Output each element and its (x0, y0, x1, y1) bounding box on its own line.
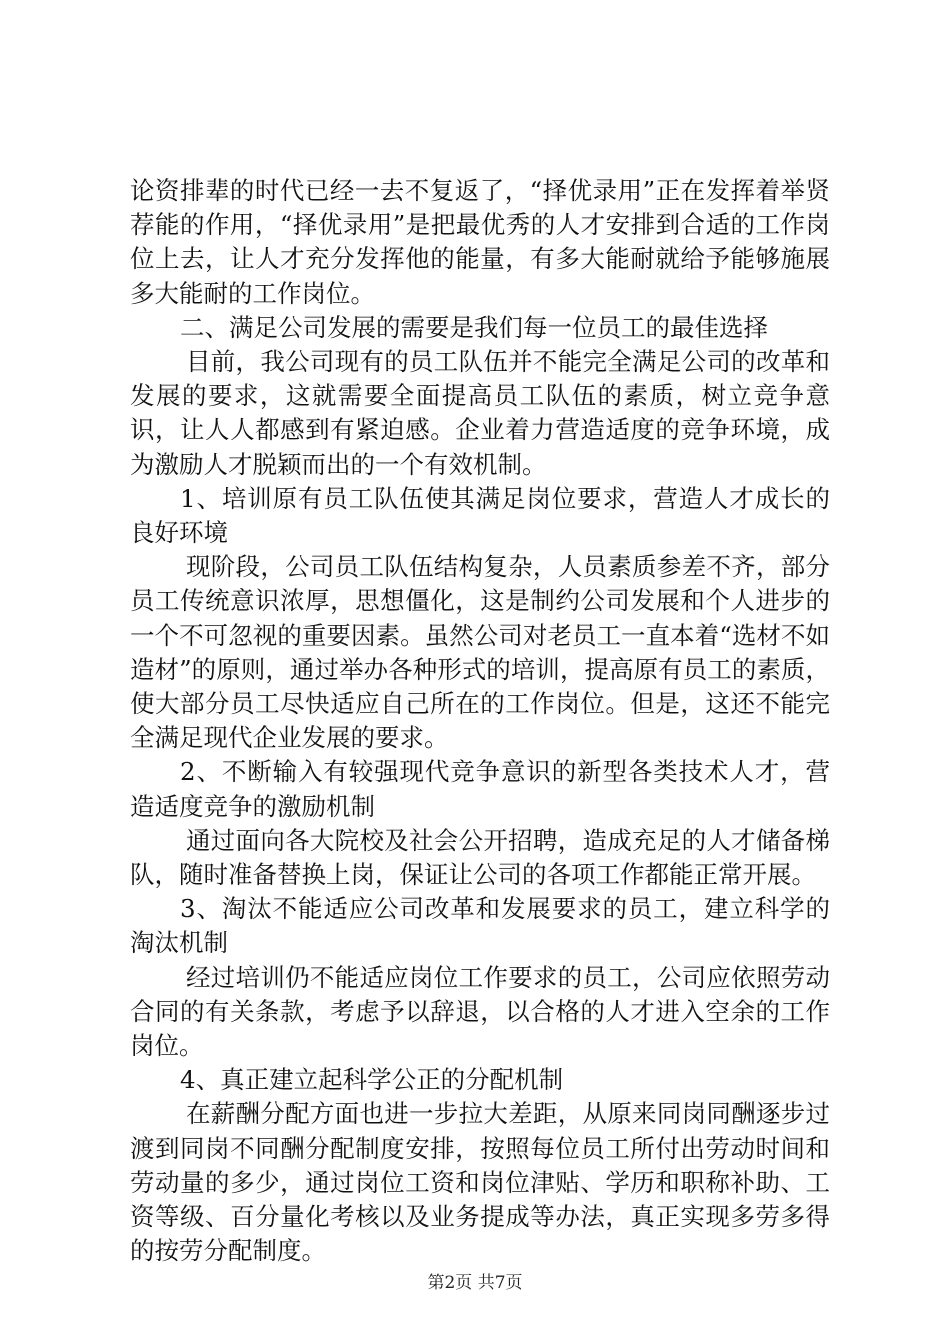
page-number-footer: 第2页 共7页 (427, 1273, 523, 1293)
section-heading-2: 二、满足公司发展的需要是我们每一位员工的最佳选择 (180, 312, 768, 342)
subheading-2: 2、不断输入有较强现代竞争意识的新型各类技术人才，营造适度竞争的激励机制 (130, 757, 830, 821)
subheading-4: 4、真正建立起科学公正的分配机制 (180, 1065, 564, 1095)
paragraph-dismissal: 经过培训仍不能适应岗位工作要求的员工，公司应依照劳动合同的有关条款，考虑予以辞退，以合格的人才进入空余的工作岗位。 (130, 962, 830, 1061)
subheading-1: 1、培训原有员工队伍使其满足岗位要求，营造人才成长的良好环境 (130, 483, 830, 548)
paragraph-continuation: 论资排辈的时代已经一去不复返了，“择优录用”正在发挥着举贤荐能的作用，“择优录用”是把最优秀的人才安排到合适的工作岗位上去，让人才充分发挥他的能量，有多大能耐就给予能够施展多大能耐的工作岗位。 (130, 176, 830, 308)
paragraph-current-status: 目前，我公司现有的员工队伍并不能完全满足公司的改革和发展的要求，这就需要全面提高员工队伍的素质，树立竞争意识，让人人都感到有紧迫感。企业着力营造适度的竞争环境，成为激励人才脱颖而出的一个有效机制。 (130, 347, 830, 479)
paragraph-training: 现阶段，公司员工队伍结构复杂，人员素质参差不齐，部分员工传统意识浓厚，思想僵化，这是制约公司发展和个人进步的一个不可忽视的重要因素。虽然公司对老员工一直本着“选材不如造材”的原则，通过举办各种形式的培训，提高原有员工的素质，使大部分员工尽快适应自己所在的工作岗位。但是，这还不能完全满足现代企业发展的要求。 (130, 552, 830, 753)
paragraph-distribution: 在薪酬分配方面也进一步拉大差距，从原来同岗同酬逐步过渡到同岗不同酬分配制度安排，按照每位员工所付出劳动时间和劳动量的多少，通过岗位工资和岗位津贴、学历和职称补助、工资等级、百分量化考核以及业务提成等办法，真正实现多劳多得的按劳分配制度。 (130, 1099, 830, 1266)
document-body (130, 174, 830, 1269)
paragraph-recruitment: 通过面向各大院校及社会公开招聘，造成充足的人才储备梯队，随时准备替换上岗，保证让公司的各项工作都能正常开展。 (130, 825, 830, 890)
subheading-3: 3、淘汰不能适应公司改革和发展要求的员工，建立科学的淘汰机制 (130, 894, 830, 958)
